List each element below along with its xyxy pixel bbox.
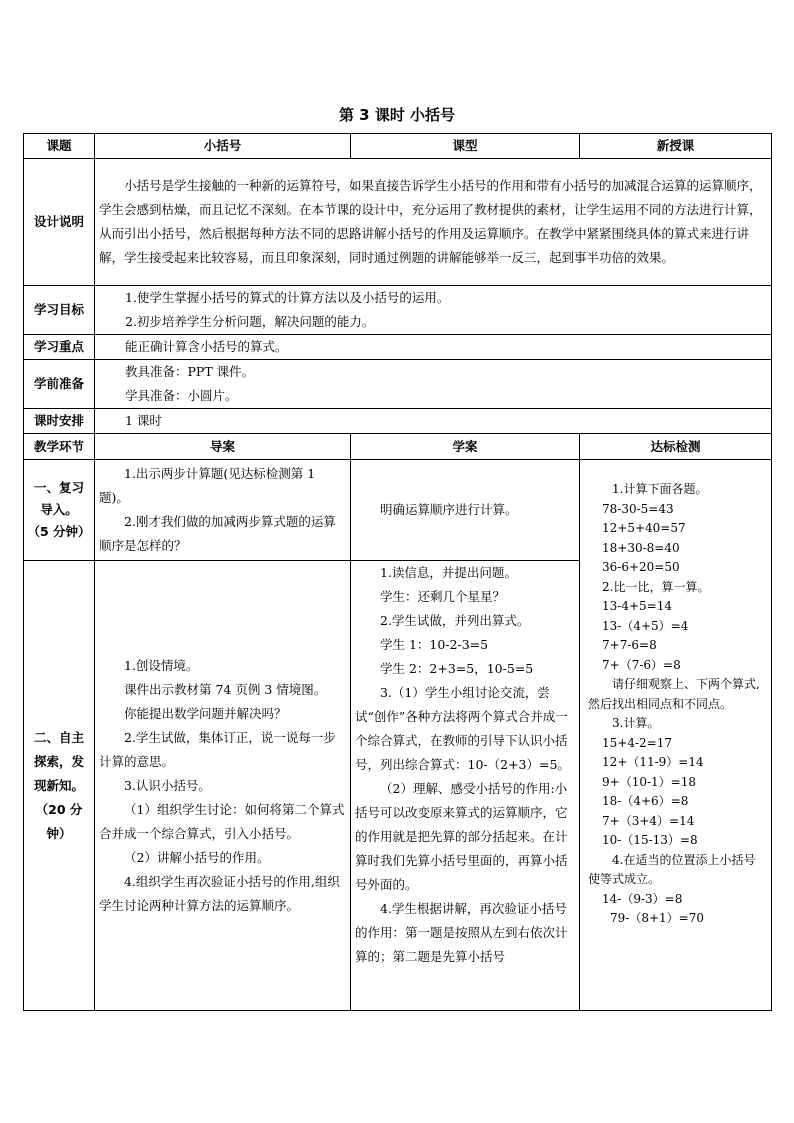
stage1-row (24, 460, 772, 561)
stage-header: 教学环节 (24, 434, 95, 460)
stage2-study-item: 3.（1）学生小组讨论交流，尝试“创作”各种方法将两个算式合并成一个综合算式，在教师的引导下认识小括号，列出综合算式：10-（2+3）=5。 (355, 685, 570, 772)
schedule-row (24, 409, 772, 434)
stage2-guide-item: 3.认识小括号。 (124, 777, 211, 793)
check-item: 7+7-6=8 (602, 638, 657, 652)
goals-label: 学习目标 (24, 286, 95, 335)
goal-item: 1.使学生掌握小括号的算式的计算方法以及小括号的运用。 (125, 290, 450, 305)
stage2-guide-item: 4.组织学生再次验证小括号的作用,组织学生讨论两种计算方法的运算顺序。 (99, 873, 340, 913)
schedule-text: 1 课时 (95, 409, 772, 434)
type-value: 新授课 (580, 134, 772, 159)
check-item: 9+（10-1）=18 (602, 774, 696, 789)
stage2-study-item: 1.读信息，并提出问题。 (380, 565, 517, 580)
stage2-study-item: 学生 2：2+3=5，10-5=5 (380, 661, 534, 676)
stage2-guide-item: 2.学生试做，集体订正，说一说每一步计算的意思。 (99, 729, 336, 769)
check-item: 2.比一比，算一算。 (602, 579, 710, 594)
type-label: 课型 (351, 134, 580, 159)
topic-value: 小括号 (95, 134, 351, 159)
stage1-label: 一、复习 (33, 480, 84, 495)
prep-item: 教具准备：PPT 课件。 (125, 364, 255, 379)
focus-label: 学习重点 (24, 335, 95, 360)
check-item: 12+（11-9）=14 (602, 755, 704, 769)
stage1-guide-item: 1.出示两步计算题(见达标检测第 1 题)。 (99, 466, 316, 505)
stage2-label: 探索，发 (33, 753, 84, 769)
check-header: 达标检测 (580, 434, 772, 460)
check-item: 78-30-5=43 (602, 501, 674, 516)
design-text: 小括号是学生接触的一种新的运算符号，如果直接告诉学生小括号的作用和带有小括号的加减混合运算的运算顺序，学生会感到枯燥，而且记忆不深刻。在本节课的设计中，充分运用了教材提供的素材，让学生运用不同的方法进行计算，从而引出小括号，然后根据每种方法不同的思路讲解小括号的作用及运算顺序。在教学中紧紧围绕具体的算式来进行讲解，学生接受起来比较容易，而且印象深刻，同时通过例题的讲解能够举一反三，起到事半功倍的效果。 (99, 178, 762, 265)
stage2-study-item: 4.学生根据讲解，再次验证小括号的作用：第一题是按照从左到右依次计算的；第二题是先算小括号 (355, 901, 568, 964)
stage2-guide-item: （1）组织学生讨论：如何将第二个算式合并成一个综合算式，引入小括号。 (99, 801, 345, 841)
stage2-study-item: 学生 1：10-2-3=5 (380, 637, 489, 652)
stage2-study-item: 2.学生试做，并列出算式。 (380, 613, 530, 628)
stage2-study-item: 学生：还剩几个星星？ (380, 589, 506, 604)
stage2-label: 二、自主 (33, 729, 84, 745)
goals-row (24, 286, 772, 335)
study-header: 学案 (351, 434, 580, 460)
stage2-label: （20 分 (35, 801, 83, 817)
stage2-guide-item: 你能提出数学问题并解决吗？ (124, 705, 287, 721)
stage1-study: 明确运算顺序进行计算。 (351, 460, 580, 561)
check-list (580, 460, 772, 1011)
guide-header: 导案 (95, 434, 351, 460)
check-item: 15+4-2=17 (602, 735, 672, 750)
page-title: 第 3 课时 小括号 (338, 106, 456, 124)
focus-row (24, 335, 772, 360)
stage2-guide-item: 课件出示教材第 74 页例 3 情境图。 (124, 681, 327, 697)
stage2-label: 钟） (46, 825, 72, 841)
check-item: 7+（7-6）=8 (602, 657, 681, 672)
check-item: 4.在适当的位置添上小括号使等式成立。 (588, 852, 756, 886)
check-item: 13-（4+5）=4 (602, 618, 689, 633)
stage2-guide-item: （2）讲解小括号的作用。 (124, 849, 270, 865)
schedule-label: 课时安排 (24, 409, 95, 434)
check-item: 请仔细观察上、下两个算式,然后找出相同点和不同点。 (588, 677, 760, 711)
check-item: 3.计算。 (612, 716, 660, 730)
section-header-row (24, 434, 772, 460)
check-item: 7+（3+4）=14 (602, 813, 695, 828)
stage1-label: 导入。 (40, 502, 78, 517)
check-item: 18+30-8=40 (602, 540, 680, 555)
prep-item: 学具准备：小圆片。 (125, 388, 238, 403)
focus-text: 能正确计算含小括号的算式。 (95, 335, 772, 360)
stage2-label: 现新知。 (33, 777, 84, 793)
topic-row (24, 134, 772, 159)
prep-row (24, 360, 772, 409)
stage2-guide-item: 1.创设情境。 (124, 657, 199, 673)
check-item: 13-4+5=14 (602, 599, 672, 613)
lesson-plan-table (23, 133, 772, 1011)
design-label: 设计说明 (24, 159, 95, 286)
stage2-study-item: （2）理解、感受小括号的作用:小括号可以改变原来算式的运算顺序，它的作用就是把先算的部分括起来。在计算时我们先算小括号里面的，再算小括号外面的。 (355, 781, 568, 892)
check-item: 1.计算下面各题。 (612, 482, 708, 496)
check-item: 18-（4+6）=8 (602, 794, 689, 808)
goal-item: 2.初步培养学生分析问题，解决问题的能力。 (125, 314, 375, 329)
stage1-guide-item: 2.刚才我们做的加减两步算式题的运算顺序是怎样的？ (99, 514, 336, 553)
design-row (24, 159, 772, 286)
check-item: 79-（8+1）=70 (610, 911, 704, 925)
check-item: 36-6+20=50 (602, 560, 680, 574)
check-item: 10-（15-13）=8 (602, 833, 698, 847)
check-item: 14-（9-3）=8 (602, 891, 683, 906)
stage1-label: （5 分钟） (27, 524, 91, 539)
check-item: 12+5+40=57 (602, 521, 686, 535)
topic-label: 课题 (24, 134, 95, 159)
prep-label: 学前准备 (24, 360, 95, 409)
